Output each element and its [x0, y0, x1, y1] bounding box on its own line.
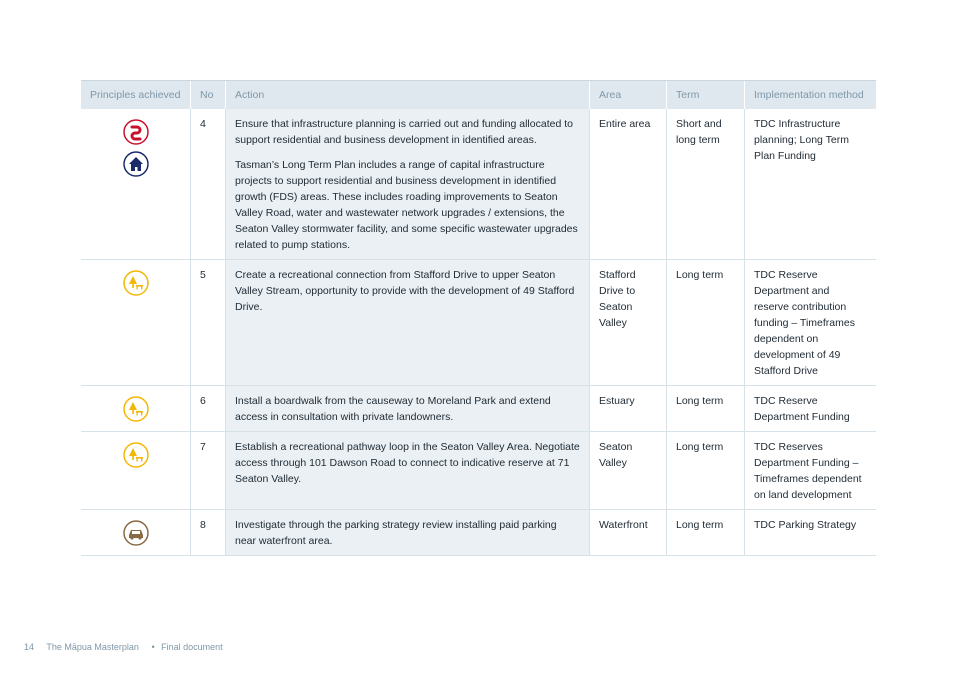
footer-separator: • [151, 642, 155, 652]
area-cell: Waterfront [590, 510, 667, 555]
table-row [81, 386, 876, 432]
term-cell: Short and long term [667, 109, 745, 259]
road-icon [123, 119, 149, 145]
car-icon [123, 520, 149, 546]
method-cell: TDC Reserve Department Funding [754, 395, 850, 423]
term-cell: Long term [667, 386, 745, 431]
method-cell: TDC Reserve Department and reserve contribution funding – Timeframes dependent on development of 49 Stafford Drive [754, 269, 855, 377]
action-text: Install a boardwalk from the causeway to Moreland Park and extend access in consultation with private landowners. [235, 395, 551, 423]
principles-cell [81, 260, 191, 385]
principles-cell [81, 510, 191, 555]
header-principles: Principles achieved [81, 81, 191, 109]
principles-cell [81, 386, 191, 431]
term-cell: Long term [667, 432, 745, 509]
header-area: Area [590, 81, 667, 109]
area-cell: Seaton Valley [590, 432, 667, 509]
row-number: 5 [191, 260, 226, 385]
table-row [81, 260, 876, 386]
action-text: Tasman’s Long Term Plan includes a range of capital infrastructure projects to support residential and business development in identified growth (FDS) areas. These includes roading improvements to Seaton Valley Road, water and wastewater network upgrades / extensions, the Seaton Valley stormwater facility, and some specific wastewater upgrades related to pump stations. [235, 159, 578, 251]
document-status: Final document [161, 642, 223, 652]
action-cell [226, 386, 590, 431]
table-row [81, 109, 876, 260]
action-text: Create a recreational connection from Stafford Drive to upper Seaton Valley Stream, opportunity to provide with the development of 49 Stafford Drive. [235, 269, 575, 313]
action-text: Investigate through the parking strategy review installing paid parking near waterfront area. [235, 519, 557, 547]
term-cell: Long term [667, 260, 745, 385]
table-header [81, 80, 876, 109]
method-cell: TDC Reserves Department Funding – Timeframes dependent on land development [754, 441, 862, 501]
table-row [81, 510, 876, 556]
recreation-icon [123, 270, 149, 296]
actions-table [81, 80, 876, 556]
document-title: The Māpua Masterplan [46, 642, 139, 652]
header-action: Action [226, 81, 590, 109]
row-number: 4 [191, 109, 226, 259]
method-cell: TDC Infrastructure planning; Long Term Plan Funding [754, 118, 849, 162]
principles-cell [81, 109, 191, 259]
row-number: 8 [191, 510, 226, 555]
recreation-icon [123, 442, 149, 468]
area-cell: Entire area [590, 109, 667, 259]
action-text: Ensure that infrastructure planning is carried out and funding allocated to support residential and business development in identified areas. [235, 118, 573, 146]
action-cell [226, 109, 590, 259]
principles-cell [81, 432, 191, 509]
row-number: 7 [191, 432, 226, 509]
page-footer [24, 642, 233, 652]
housing-icon [123, 151, 149, 177]
row-number: 6 [191, 386, 226, 431]
table-row [81, 432, 876, 510]
area-cell: Stafford Drive to Seaton Valley [590, 260, 667, 385]
header-method: Implementation method [754, 89, 864, 101]
header-no: No [191, 81, 226, 109]
action-cell [226, 432, 590, 509]
recreation-icon [123, 396, 149, 422]
action-text: Establish a recreational pathway loop in the Seaton Valley Area. Negotiate access through 101 Dawson Road to connect to indicative reserve at 71 Seaton Valley. [235, 441, 580, 485]
area-cell: Estuary [590, 386, 667, 431]
header-term: Term [667, 81, 745, 109]
page-number: 14 [24, 642, 35, 652]
term-cell: Long term [667, 510, 745, 555]
action-cell [226, 510, 590, 555]
method-cell: TDC Parking Strategy [754, 519, 857, 531]
action-cell [226, 260, 590, 385]
